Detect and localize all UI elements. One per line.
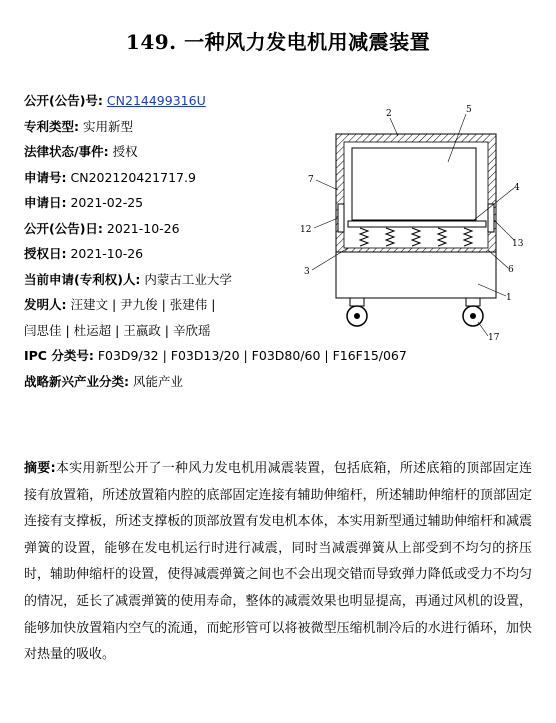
ipc-label: IPC 分类号: (24, 348, 94, 363)
part-label-2: 2 (386, 109, 392, 119)
base-box (336, 252, 496, 298)
caster-wheels (347, 298, 483, 326)
patent-type-label: 专利类型: (24, 118, 79, 134)
part-label-7: 7 (308, 175, 314, 185)
part-label-13: 13 (512, 239, 524, 249)
applicant-value: 内蒙古工业大学 (144, 271, 232, 287)
app-date-label: 申请日: (24, 195, 67, 210)
patent-type-row (24, 114, 294, 140)
industry-value: 风能产业 (132, 373, 183, 389)
inventors-row (24, 292, 294, 318)
pub-date-row (24, 216, 294, 242)
grant-date-row (24, 241, 294, 267)
pub-no-label: 公开(公告)号: (24, 93, 103, 108)
ipc-value: F03D9/32 | F03D13/20 | F03D80/60 | F16F15/067 (97, 348, 407, 363)
app-no-label: 申请号: (24, 169, 67, 185)
part-label-3: 3 (304, 267, 310, 277)
abstract-paragraph (24, 456, 532, 669)
abstract-text: 本实用新型公开了一种风力发电机用减震装置，包括底箱，所述底箱的顶部固定连接有放置箱，所述放置箱内腔的底部固定连接有辅助伸缩杆，所述辅助伸缩杆的顶部固定连接有支撑板，所述支撑板的顶部放置有发电机本体，本实用新型通过辅助伸缩杆和减震弹簧的设置，能够在发电机运行时进行减震，同时当减震弹簧从上部受到不均匀的挤压时，辅助伸缩杆的设置，使得减震弹簧之间也不会出现交错而导致弹力降低或受力不均匀的情况，延长了减震弹簧的使用寿命，整体的减震效果也明显提高，再通过风机的设置，能够加快放置箱内空气的流通，而蛇形管可以将被微型压缩机制冷后的水进行循环，加快对热量的吸收。 (24, 461, 532, 663)
inventors-line-2: 闫思佳 | 杜运超 | 王嬴政 | 辛欣瑶 (24, 322, 211, 338)
applicant-label: 当前申请(专利权)人: (24, 271, 141, 287)
part-label-5: 5 (466, 105, 472, 115)
part-label-6: 6 (508, 265, 514, 275)
part-label-17: 17 (488, 333, 500, 343)
app-date-value: 2021-02-25 (70, 195, 144, 210)
industry-label: 战略新兴产业分类: (24, 373, 129, 389)
legal-status-value: 授权 (112, 144, 138, 159)
part-label-12: 12 (300, 225, 312, 235)
damping-device-diagram (298, 100, 532, 348)
left-fan (338, 204, 344, 232)
generator-body (352, 148, 476, 220)
inventors-line-1: 汪建文 | 尹九俊 | 张建伟 | (70, 297, 216, 312)
ipc-row (24, 343, 407, 369)
support-plate (348, 221, 486, 227)
app-date-row (24, 190, 294, 216)
abstract-label: 摘要: (24, 461, 56, 476)
legal-status-label: 法律状态/事件: (24, 144, 109, 159)
pub-date-value: 2021-10-26 (106, 220, 180, 236)
part-label-4: 4 (514, 183, 520, 193)
pub-no-row (24, 88, 294, 114)
app-no-value: CN202120421717.9 (70, 169, 196, 185)
pub-no-link[interactable]: CN214499316U (106, 93, 206, 108)
patent-drawing (298, 100, 532, 348)
page-title: 149. 一种风力发电机用减震装置 (125, 30, 431, 54)
inventors-label: 发明人: (24, 297, 67, 312)
inventors-row-2 (24, 318, 294, 344)
pub-date-label: 公开(公告)日: (24, 220, 103, 236)
legal-status-row (24, 139, 294, 165)
industry-row (24, 369, 294, 395)
grant-date-label: 授权日: (24, 246, 67, 261)
applicant-row (24, 267, 294, 293)
app-no-row (24, 165, 294, 191)
part-label-1: 1 (506, 293, 512, 303)
patent-metadata (24, 88, 407, 394)
grant-date-value: 2021-10-26 (70, 246, 144, 261)
patent-type-value: 实用新型 (82, 118, 133, 134)
